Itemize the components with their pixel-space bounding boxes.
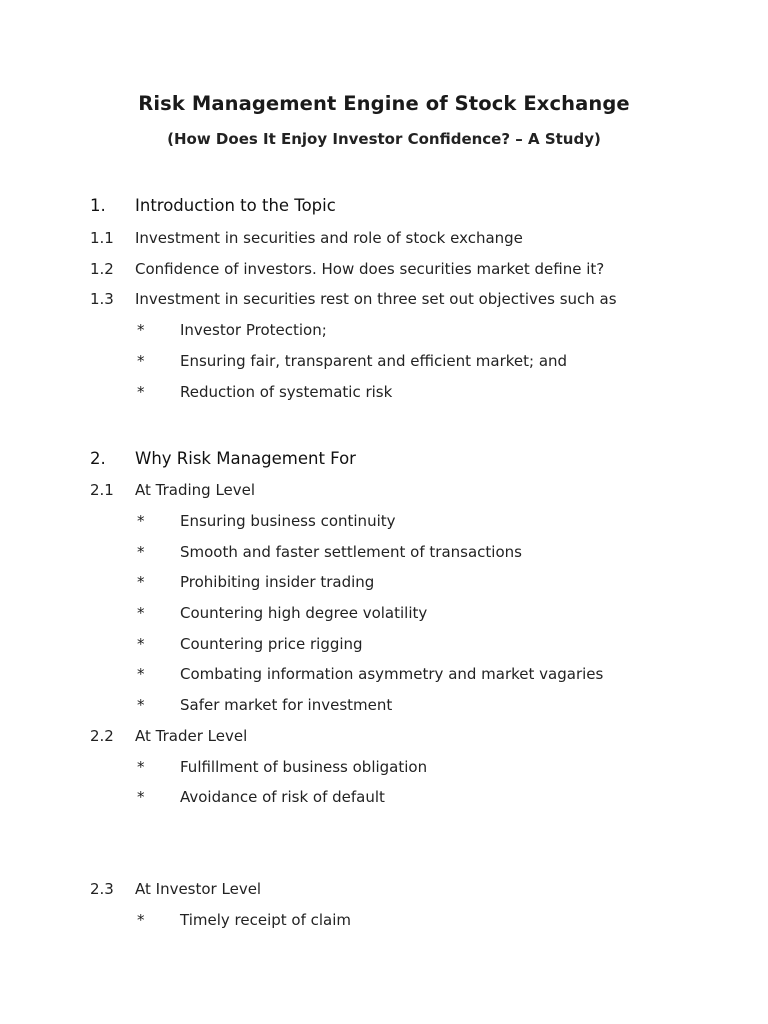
item-number: 1.2 bbox=[90, 260, 114, 278]
bullet-item: Timely receipt of claim bbox=[180, 911, 352, 929]
bullet-icon: * bbox=[137, 512, 145, 530]
document-title: Risk Management Engine of Stock Exchange bbox=[138, 92, 630, 115]
bullet-item: Countering price rigging bbox=[180, 635, 363, 653]
bullet-icon: * bbox=[137, 665, 145, 683]
bullet-item: Investor Protection; bbox=[180, 321, 327, 339]
bullet-item: Fulfillment of business obligation bbox=[180, 758, 428, 776]
bullet-item: Ensuring fair, transparent and efficient market; and bbox=[180, 352, 568, 370]
bullet-item: Avoidance of risk of default bbox=[180, 788, 385, 806]
item-number: 2.1 bbox=[90, 481, 114, 499]
bullet-icon: * bbox=[137, 321, 145, 339]
item-text: At Trading Level bbox=[135, 481, 256, 499]
item-number: 1.1 bbox=[90, 229, 114, 247]
bullet-icon: * bbox=[137, 758, 145, 776]
bullet-icon: * bbox=[137, 696, 145, 714]
item-text: Investment in securities rest on three set out objectives such as bbox=[135, 290, 617, 308]
section-heading: Why Risk Management For bbox=[135, 449, 356, 468]
item-number: 2.3 bbox=[90, 880, 114, 898]
bullet-icon: * bbox=[137, 573, 145, 591]
item-number: 2.2 bbox=[90, 727, 114, 745]
item-text: Investment in securities and role of stock exchange bbox=[135, 229, 523, 247]
bullet-item: Prohibiting insider trading bbox=[180, 573, 375, 591]
bullet-icon: * bbox=[137, 352, 145, 370]
bullet-icon: * bbox=[137, 635, 145, 653]
bullet-item: Countering high degree volatility bbox=[180, 604, 428, 622]
bullet-item: Ensuring business continuity bbox=[180, 512, 396, 530]
section-number: 2. bbox=[90, 449, 106, 468]
bullet-item: Combating information asymmetry and market vagaries bbox=[180, 665, 604, 683]
item-text: At Trader Level bbox=[135, 727, 248, 745]
section-number: 1. bbox=[90, 196, 106, 215]
bullet-icon: * bbox=[137, 788, 145, 806]
bullet-icon: * bbox=[137, 911, 145, 929]
bullet-icon: * bbox=[137, 543, 145, 561]
item-text: At Investor Level bbox=[135, 880, 262, 898]
section-heading: Introduction to the Topic bbox=[135, 196, 336, 215]
bullet-icon: * bbox=[137, 604, 145, 622]
item-text: Confidence of investors. How does securities market define it? bbox=[135, 260, 605, 278]
bullet-item: Safer market for investment bbox=[180, 696, 393, 714]
item-number: 1.3 bbox=[90, 290, 114, 308]
bullet-item: Smooth and faster settlement of transactions bbox=[180, 543, 522, 561]
document-subtitle: (How Does It Enjoy Investor Confidence? – A Study) bbox=[167, 130, 601, 148]
bullet-icon: * bbox=[137, 383, 145, 401]
bullet-item: Reduction of systematic risk bbox=[180, 383, 393, 401]
